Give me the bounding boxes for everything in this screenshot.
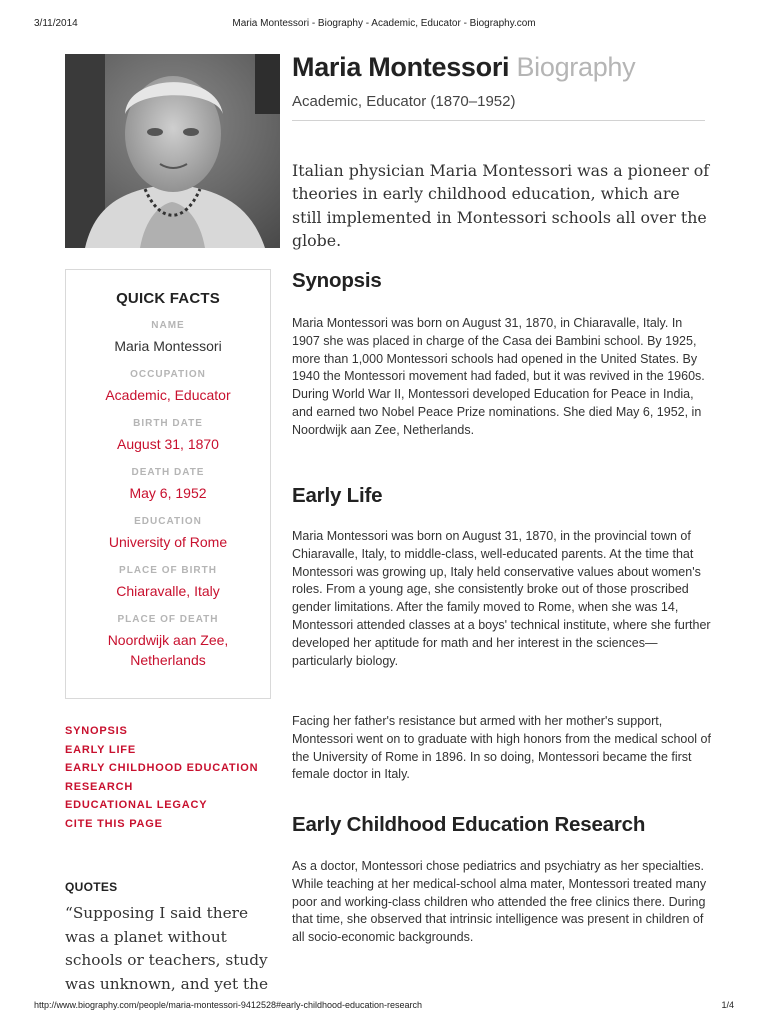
toc-link-educational-legacy[interactable]: EDUCATIONAL LEGACY bbox=[65, 799, 208, 812]
quote-text: “Supposing I said there was a planet without schools or teachers, study was unknown, and yet the bbox=[65, 904, 269, 993]
print-header bbox=[34, 18, 734, 32]
fact-value-line: Noordwijk aan Zee, bbox=[107, 632, 229, 648]
toc-link-early-childhood-education[interactable]: EARLY CHILDHOOD EDUCATION bbox=[65, 762, 259, 775]
toc-link-synopsis[interactable]: SYNOPSIS bbox=[65, 725, 128, 737]
fact-place-of-birth bbox=[66, 564, 270, 601]
quick-facts-box bbox=[65, 269, 271, 699]
header-divider bbox=[292, 120, 705, 121]
fact-label: DEATH DATE bbox=[131, 467, 205, 478]
fact-link[interactable]: Academic, Educator bbox=[105, 387, 231, 403]
section-title-research: Early Childhood Education Research bbox=[292, 813, 646, 836]
fact-label: EDUCATION bbox=[134, 516, 202, 527]
fact-label: PLACE OF DEATH bbox=[117, 614, 219, 625]
table-of-contents bbox=[65, 722, 275, 834]
print-url: http://www.biography.com/people/maria-montessori-9412528#early-childhood-education-research bbox=[34, 1000, 423, 1010]
print-page-number: 1/4 bbox=[721, 1000, 734, 1010]
portrait-photo bbox=[65, 54, 280, 248]
synopsis-paragraph: Maria Montessori was born on August 31, 1870, in Chiaravalle, Italy. In 1907 she was placed in charge of the Casa dei Bambini school. By 1925, more than 1,000 Montessori schools had opened in the United States. By 1940 the Montessori movement had faded, but it was revived in the 1960s. During World War II, Montessori developed Education for Peace in India, and earned two Nobel Peace Prize nominations. She died May 6, 1952, in Noordwijk aan Zee, Netherlands. bbox=[292, 316, 705, 437]
quick-facts-title: QUICK FACTS bbox=[116, 290, 220, 307]
page-title bbox=[292, 52, 635, 83]
section-title-early-life: Early Life bbox=[292, 484, 383, 507]
fact-education bbox=[66, 515, 270, 552]
toc-link-early-life[interactable]: EARLY LIFE bbox=[65, 743, 136, 756]
fact-label: BIRTH DATE bbox=[133, 418, 203, 429]
fact-birth-date bbox=[66, 417, 270, 454]
fact-link[interactable]: University of Rome bbox=[108, 534, 228, 550]
fact-value-line: Netherlands bbox=[130, 652, 206, 668]
print-date: 3/11/2014 bbox=[34, 18, 78, 29]
fact-occupation bbox=[66, 368, 270, 405]
fact-name bbox=[66, 319, 270, 356]
print-page-title: Maria Montessori - Biography - Academic, Educator - Biography.com bbox=[232, 18, 536, 29]
fact-label: OCCUPATION bbox=[130, 369, 206, 380]
intro-deck: Italian physician Maria Montessori was a pioneer of theories in early childhood education, which are still implemented in Montessori schools all over the globe. bbox=[292, 161, 710, 250]
fact-value: Maria Montessori bbox=[114, 338, 222, 354]
toc-link-research[interactable]: RESEARCH bbox=[65, 780, 134, 793]
fact-place-of-death bbox=[66, 613, 270, 670]
research-paragraph: As a doctor, Montessori chose pediatrics and psychiatry as her specialties. While teaching at her medical-school alma mater, Montessori treated many poor and working-class children who attended the free clinics there. During that time, she observed that intrinsic intelligence was present in children of all socio-economic backgrounds. bbox=[292, 859, 707, 945]
page-subtitle: Academic, Educator (1870–1952) bbox=[292, 93, 516, 110]
early-life-paragraph-1: Maria Montessori was born on August 31, 1870, in the provincial town of Chiaravalle, Italy, to middle-class, well-educated parents. At the time that Montessori was growing up, Italy held conservative values about women's roles. From a young age, she consistently broke out of those proscribed gender limitations. After the family moved to Rome, when she was 14, Montessori attended classes at a boys' technical institute, where she further developed her aptitude for math and her interest in the sciences—particularly biology. bbox=[292, 529, 711, 668]
fact-death-date bbox=[66, 466, 270, 503]
title-suffix: Biography bbox=[516, 52, 636, 82]
section-title-synopsis: Synopsis bbox=[292, 269, 382, 292]
fact-link[interactable]: August 31, 1870 bbox=[117, 436, 219, 452]
print-footer bbox=[34, 1000, 734, 1012]
person-name: Maria Montessori bbox=[292, 52, 510, 82]
fact-link[interactable] bbox=[66, 630, 270, 670]
portrait-image bbox=[65, 54, 280, 248]
fact-link[interactable]: May 6, 1952 bbox=[129, 485, 207, 501]
fact-link[interactable]: Chiaravalle, Italy bbox=[116, 583, 220, 599]
toc-link-cite-this-page[interactable]: CITE THIS PAGE bbox=[65, 817, 163, 830]
fact-label: PLACE OF BIRTH bbox=[119, 565, 217, 576]
early-life-paragraph-2: Facing her father's resistance but armed with her mother's support, Montessori went on to graduate with high honors from the medical school of the University of Rome in 1896. In so doing, Montessori became the first female doctor in Italy. bbox=[292, 714, 711, 782]
fact-label: NAME bbox=[151, 320, 185, 331]
quotes-label: QUOTES bbox=[65, 880, 118, 894]
